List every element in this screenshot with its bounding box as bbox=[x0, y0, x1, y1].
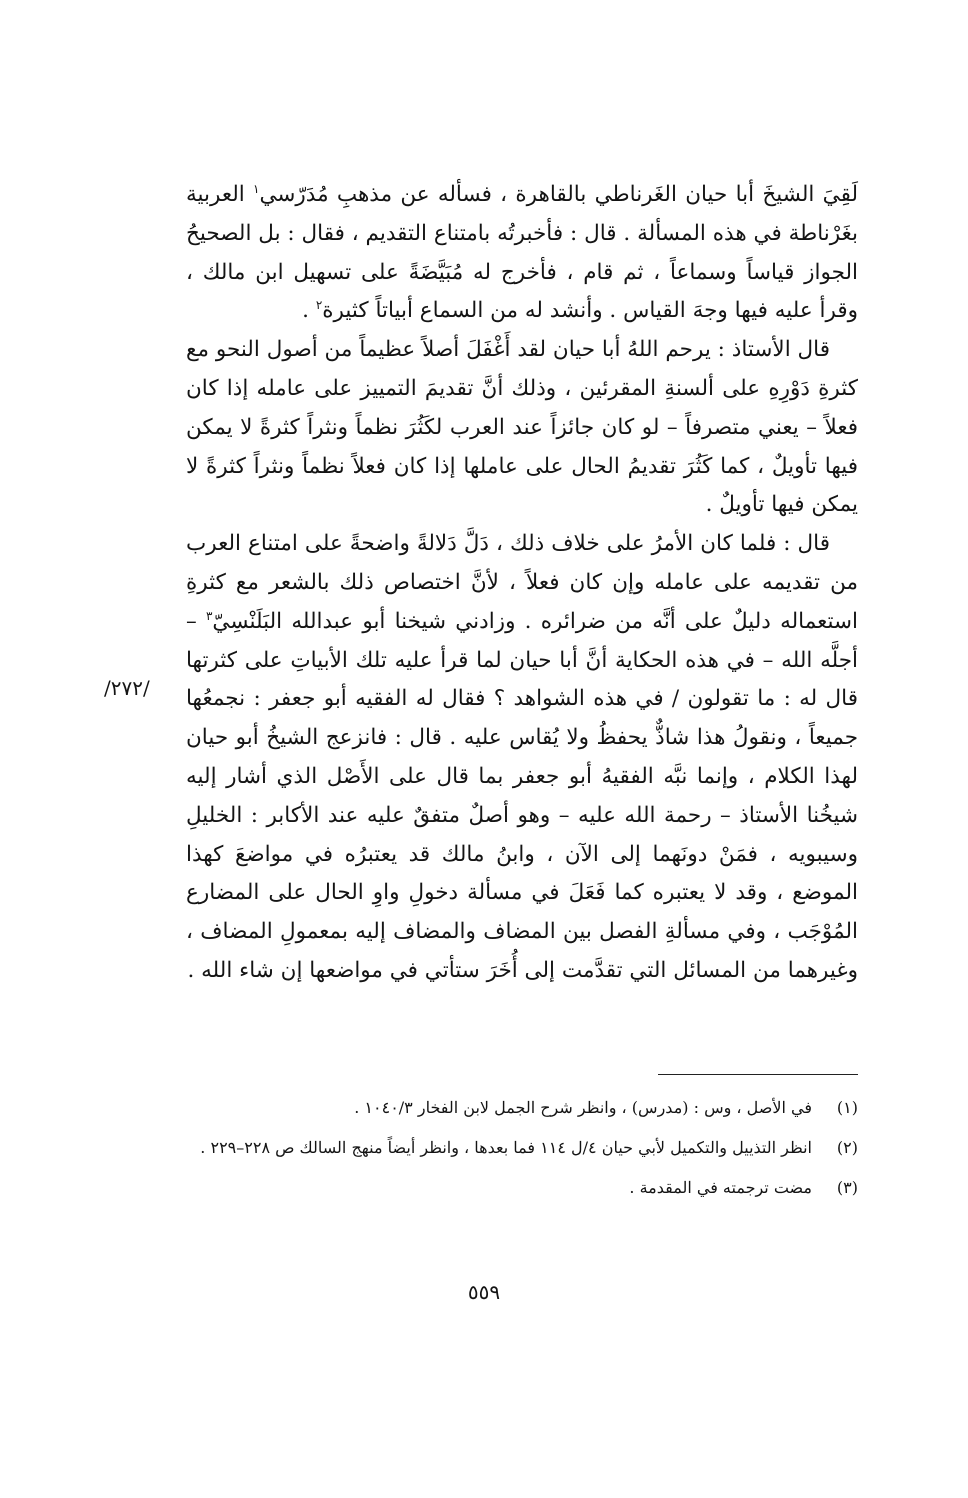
footnote-text: انظر التذييل والتكميل لأبي حيان ٤/ل ١١٤ فما بعدها ، وانظر أيضاً منهج السالك ص ٢٢٨–٢٢٩ . bbox=[200, 1138, 812, 1157]
paragraph-3 bbox=[186, 525, 858, 991]
paragraph-text: لَقِيَ الشيخَ أبا حيان الغَرناطي بالقاهرة ، فسأله عن مذهبِ مُدَرّسي bbox=[259, 182, 859, 207]
footnote-divider bbox=[658, 1074, 858, 1075]
footnotes bbox=[186, 1092, 858, 1212]
footnote-item bbox=[186, 1172, 858, 1203]
paragraph-text: قال الأستاذ : يرحم اللهُ أبا حيان لقد أَغْفَلَ أصلاً عظيماً من أصول النحو مع كثرةِ دَوْرِهِ على ألسنةِ المقرئين ، وذلك أنَّ تقديمَ التمييز على عامله إذا كان فعلاً – يعني متصرفاً – لو كان جائزاً عند العرب لكَثُرَ نظماً ونثراً كثرةً لا يمكن فيها تأويلٌ ، كما كَثُرَ تقديمُ الحال على عاملها إذا كان فعلاً نظماً ونثراً كثرةً لا يمكن فيها تأويلٌ . bbox=[186, 337, 858, 518]
page-number: ٥٥٩ bbox=[467, 1280, 501, 1304]
footnote-marker-1: ١ bbox=[253, 181, 260, 196]
footnote-marker-3: ٣ bbox=[205, 608, 213, 623]
paragraph-1 bbox=[186, 176, 858, 331]
paragraph-2 bbox=[186, 331, 858, 525]
footnote-text: مضت ترجمته في المقدمة . bbox=[629, 1178, 812, 1197]
paragraph-text: العربية بغَرْناطة في هذه المسألة . قال : فأخبرتُه بامتناع التقديم ، فقال : بل الصحيحُ الجواز قياساً وسماعاً ، ثم قام ، فأخرج له مُبَيَّضَةً على تسهيل ابن مالك ، وقرأ عليه فيها وجهَ القياس . وأنشد له من السماع أبياتاً كثيرة bbox=[186, 182, 858, 324]
footnote-item bbox=[186, 1092, 858, 1123]
paragraph-text: – أجلَّه الله – في هذه الحكاية أنَّ أبا حيان لما قرأ عليه تلك الأبياتِ على كثرتها قال له : ما تقولون / في هذه الشواهد ؟ فقال له الفقيه أبو جعفر : نجمعُها جميعاً ، ونقولُ هذا شاذٌّ يحفظُ ولا يُقاس عليه . قال : فانزعج الشيخُ أبو حيان لهذا الكلام ، وإنما نبَّه الفقيهُ أبو جعفر بما قال على الأَصْل الذي أشار إليه شيخُنا الأستاذ – رحمة الله عليه – وهو أصلٌ متفقٌ عليه عند الأكابر : الخليلِ وسيبويه ، فمَنْ دونَهما إلى الآن ، وابنُ مالك قد يعتبرُه في مواضعَ كهذا الموضع ، وقد لا يعتبره كما فَعَلَ في مسألة دخولِ واوِ الحال على المضارع المُوْجَب ، وفي مسألةِ الفصل بين المضاف والمضاف إليه بمعمولِ المضاف ، وغيرهما من المسائل التي تقدَّمت إلى أُخَرَ ستأتي في مواضعها إن شاء الله . bbox=[186, 608, 858, 983]
paragraph-text: قال : فلما كان الأمرُ على خلاف ذلك ، دَلَّ دَلالةً واضحةً على امتناع العرب من تقديمه على عامله وإن كان فعلاً ، لأنَّ اختصاص ذلك بالشعر مع كثرةِ استعماله دليلٌ على أنَّه من ضرائره . وزادني شيخنا أبو عبدالله البَلَنْسِيّ bbox=[186, 531, 858, 634]
manuscript-page-reference: /٢٧٢/ bbox=[104, 676, 150, 700]
main-text bbox=[186, 176, 858, 991]
footnote-number: (٢) bbox=[836, 1138, 858, 1157]
footnote-text: في الأصل ، وس : (مدرس) ، وانظر شرح الجمل لابن الفخار ١٠٤٠/٣ . bbox=[354, 1098, 812, 1117]
footnote-marker-2: ٢ bbox=[315, 298, 323, 313]
paragraph-text: . bbox=[302, 298, 316, 324]
footnote-number: (٣) bbox=[836, 1178, 858, 1197]
footnote-number: (١) bbox=[836, 1098, 858, 1117]
footnote-item bbox=[186, 1132, 858, 1163]
